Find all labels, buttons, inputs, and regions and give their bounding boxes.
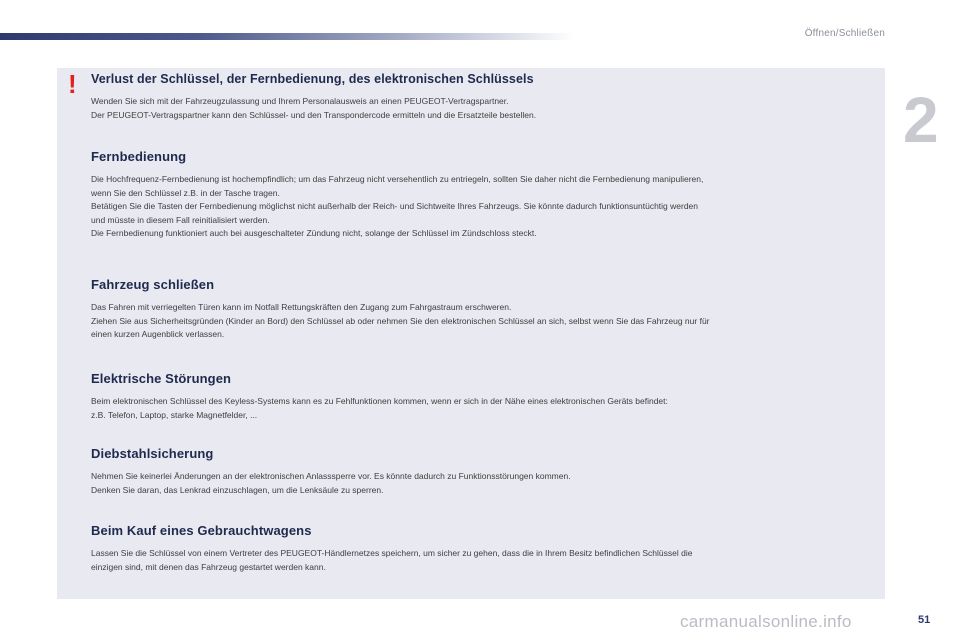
section-title: Fahrzeug schließen: [91, 277, 215, 292]
exclamation-icon: !: [68, 69, 77, 99]
section-text: Wenden Sie sich mit der Fahrzeugzulassung und Ihrem Personalausweis an einen PEUGEOT-Vertragspartner. Der PEUGEOT-Vertragspartner kann den Schlüssel- und den Transpondercode ermitteln und die Ersatzteile bestellen.: [91, 96, 537, 120]
section-used-car-purchase: [91, 523, 881, 574]
chapter-number: 2: [903, 84, 939, 156]
watermark: carmanualsonline.info: [680, 612, 852, 631]
header-accent-bar: [0, 33, 575, 40]
section-title: Diebstahlsicherung: [91, 446, 214, 461]
section-remote-control: [91, 149, 881, 241]
chapter-title: Öffnen/Schließen: [804, 28, 885, 39]
section-title: Verlust der Schlüssel, der Fernbedienung, des elektronischen Schlüssels: [91, 72, 534, 86]
section-text: Die Hochfrequenz-Fernbedienung ist hochempfindlich; um das Fahrzeug nicht versehentlich zu entriegeln, sollten Sie daher nicht die Fernbedienung manipulieren, wenn Sie den Schlüssel z.B. in der Tasche tragen. Betätigen Sie die Tasten der Fernbedienung möglichst nicht außerhalb der Reich- und Sichtweite Ihres Fahrzeugs. Sie könnte dadurch funktionsuntüchtig werden und müsste in diesem Fall reinitialisiert werden. Die Fernbedienung funktioniert auch bei ausgeschalteter Zündung nicht, solange der Schlüssel im Zündschloss steckt.: [91, 174, 704, 238]
section-text: Nehmen Sie keinerlei Änderungen an der elektronischen Anlasssperre vor. Es könnte dadurch zu Funktionsstörungen kommen. Denken Sie daran, das Lenkrad einzuschlagen, um die Lenksäule zu sperren.: [91, 471, 571, 495]
section-text: Beim elektronischen Schlüssel des Keyless-Systems kann es zu Fehlfunktionen kommen, wenn er sich in der Nähe eines elektronischen Geräts befindet: z.B. Telefon, Laptop, starke Magnetfelder, ...: [91, 396, 668, 420]
section-title: Elektrische Störungen: [91, 371, 232, 386]
section-title: Beim Kauf eines Gebrauchtwagens: [91, 523, 312, 538]
section-anti-theft: [91, 446, 881, 497]
section-lost-keys: [91, 72, 881, 122]
section-electrical-interference: [91, 371, 881, 422]
section-text: Das Fahren mit verriegelten Türen kann im Notfall Rettungskräften den Zugang zum Fahrgastraum erschweren. Ziehen Sie aus Sicherheitsgründen (Kinder an Bord) den Schlüssel ab oder nehmen Sie den elektronischen Schlüssel an sich, selbst wenn Sie das Fahrzeug nur für einen kurzen Augenblick verlassen.: [91, 302, 710, 339]
section-title: Fernbedienung: [91, 149, 187, 164]
page-number: 51: [918, 614, 931, 626]
section-text: Lassen Sie die Schlüssel von einem Vertreter des PEUGEOT-Händlernetzes speichern, um sicher zu gehen, dass die in Ihrem Besitz befindlichen Schlüssel die einzigen sind, mit denen das Fahrzeug gestartet werden kann.: [91, 548, 693, 572]
section-locking-vehicle: [91, 277, 881, 342]
